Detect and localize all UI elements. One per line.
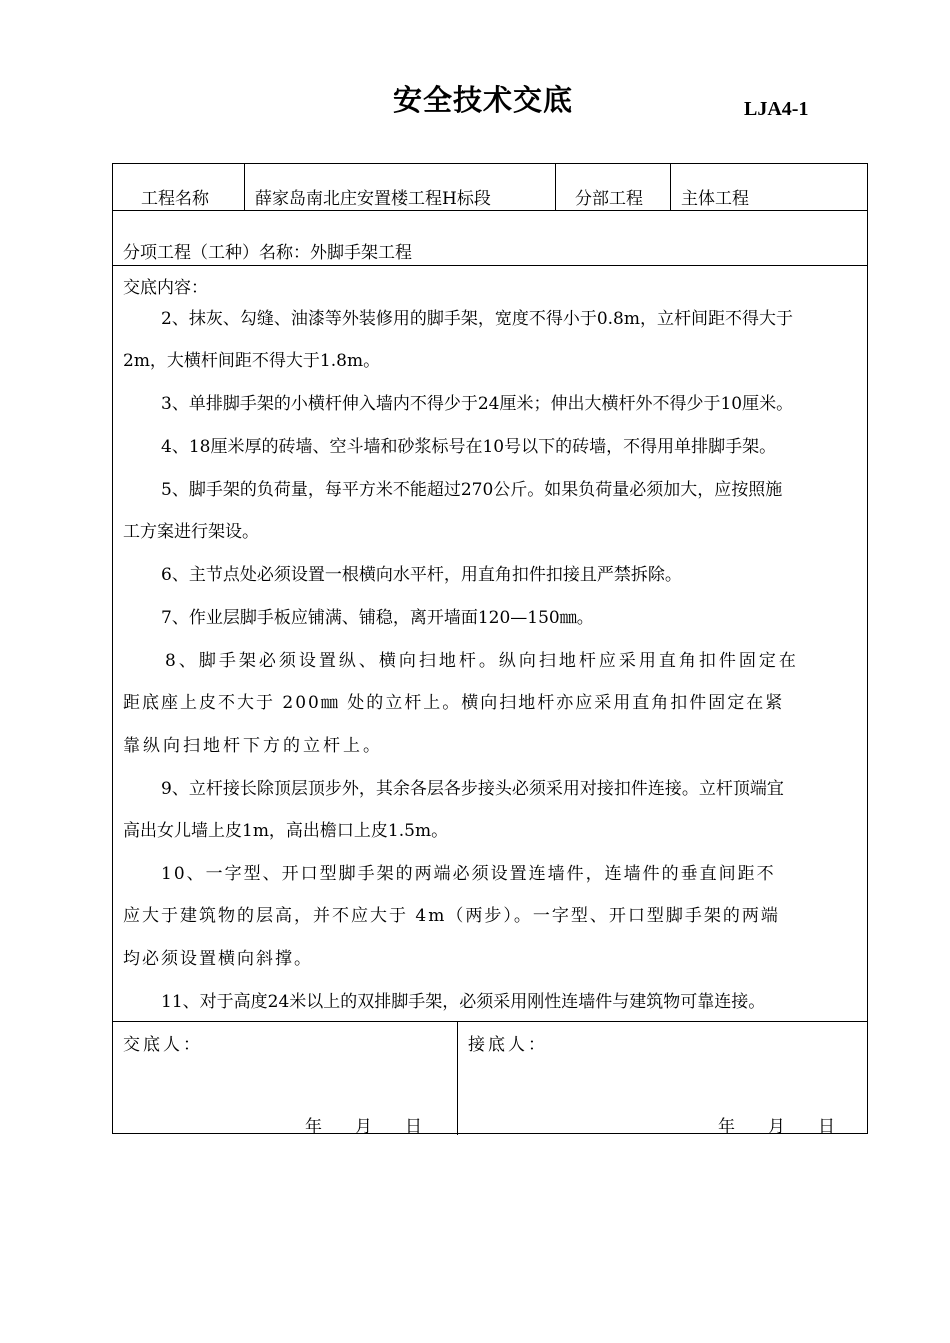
- content-label: 交底内容：: [123, 278, 208, 298]
- col-divider: [670, 164, 671, 210]
- content-line: 4、18厘米厚的砖墙、空斗墙和砂浆标号在10号以下的砖墙，不得用单排脚手架。: [161, 437, 777, 457]
- content-line: 3、单排脚手架的小横杆伸入墙内不得少于24厘米；伸出大横杆外不得少于10厘米。: [161, 394, 794, 414]
- row-divider: [113, 265, 867, 266]
- document-title: 安全技术交底: [392, 83, 573, 117]
- content-line: 11、对于高度24米以上的双排脚手架，必须采用刚性连墙件与建筑物可靠连接。: [161, 992, 766, 1012]
- col-divider: [555, 164, 556, 210]
- project-name-label: 工程名称: [141, 189, 209, 209]
- subitem-name: 分项工程（工种）名称：外脚手架工程: [123, 243, 412, 263]
- content-line: 应大于建筑物的层高，并不应大于 4m（两步）。一字型、开口型脚手架的两端: [123, 906, 780, 926]
- content-line: 2、抹灰、勾缝、油漆等外装修用的脚手架，宽度不得小于0.8m，立杆间距不得大于: [161, 309, 793, 329]
- col-divider: [457, 1021, 458, 1135]
- day-label: 日: [818, 1117, 835, 1137]
- content-line: 2m，大横杆间距不得大于1.8m。: [123, 351, 381, 371]
- content-line: 8、脚手架必须设置纵、横向扫地杆。纵向扫地杆应采用直角扣件固定在: [165, 651, 799, 671]
- disclosure-form: [112, 163, 868, 1137]
- content-line: 5、脚手架的负荷量，每平方米不能超过270公斤。如果负荷量必须加大，应按照施: [161, 480, 783, 500]
- content-line: 工方案进行架设。: [123, 522, 259, 542]
- month-label: 月: [355, 1117, 372, 1137]
- day-label: 日: [405, 1117, 422, 1137]
- project-name-value: 薛家岛南北庄安置楼工程H标段: [255, 189, 491, 209]
- month-label: 月: [768, 1117, 785, 1137]
- giver-date: [305, 1112, 422, 1137]
- giver-label: 交底人：: [123, 1035, 203, 1055]
- receiver-date: [718, 1112, 835, 1137]
- content-line: 10、一字型、开口型脚手架的两端必须设置连墙件，连墙件的垂直间距不: [161, 864, 776, 884]
- content-line: 6、主节点处必须设置一根横向水平杆，用直角扣件扣接且严禁拆除。: [161, 565, 682, 585]
- year-label: 年: [305, 1117, 322, 1137]
- content-line: 高出女儿墙上皮1m，高出檐口上皮1.5m。: [123, 821, 449, 841]
- content-line: 9、立杆接长除顶层顶步外，其余各层各步接头必须采用对接扣件连接。立杆顶端宜: [161, 779, 784, 799]
- row-divider: [113, 210, 867, 211]
- document-code: LJA4-1: [744, 98, 809, 120]
- receiver-label: 接底人：: [468, 1035, 548, 1055]
- content-line: 均必须设置横向斜撑。: [123, 949, 313, 969]
- content-line: 距底座上皮不大于 200㎜ 处的立杆上。横向扫地杆亦应采用直角扣件固定在紧: [123, 693, 785, 713]
- col-divider: [244, 164, 245, 210]
- division-label: 分部工程: [575, 189, 643, 209]
- year-label: 年: [718, 1117, 735, 1137]
- content-line: 靠纵向扫地杆下方的立杆上。: [123, 736, 383, 756]
- content-line: 7、作业层脚手板应铺满、铺稳，离开墙面120—150㎜。: [161, 608, 594, 628]
- division-value: 主体工程: [681, 189, 749, 209]
